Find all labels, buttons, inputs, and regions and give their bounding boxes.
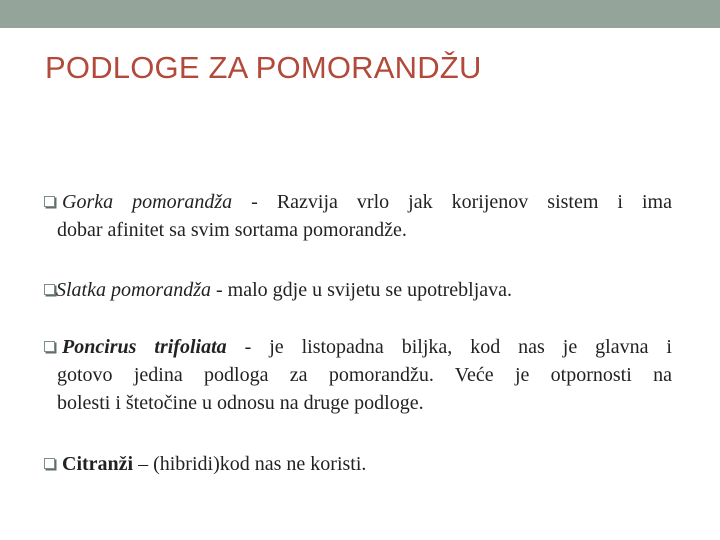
bullet-term: Gorka pomorandža bbox=[62, 191, 233, 213]
bullet-term: Poncirus trifoliata bbox=[62, 336, 227, 358]
top-accent-bar bbox=[0, 0, 720, 28]
bullet-slatka-pomorandza bbox=[44, 276, 672, 304]
square-bullet-icon bbox=[44, 341, 55, 352]
bullet-gorka-pomorandza bbox=[44, 188, 672, 244]
square-bullet-icon bbox=[44, 284, 55, 295]
bullet-text: - Razvija vrlo jak korijenov sistem i ima bbox=[232, 191, 672, 213]
bullet-line bbox=[44, 333, 672, 361]
bullet-line bbox=[44, 450, 672, 478]
bullet-poncirus-trifoliata bbox=[44, 333, 672, 417]
bullet-text: dobar afinitet sa svim sortama pomorandže. bbox=[57, 219, 407, 241]
bullet-term: Citranži bbox=[62, 453, 134, 475]
bullet-text: - je listopadna biljka, kod nas je glavna i bbox=[226, 336, 672, 358]
bullet-text: gotovo jedina podloga za pomorandžu. Veće je otpornosti na bbox=[57, 364, 672, 386]
bullet-text: - malo gdje u svijetu se upotrebljava. bbox=[211, 279, 513, 301]
slide-title: PODLOGE ZA POMORANDŽU bbox=[45, 50, 482, 85]
bullet-line bbox=[44, 188, 672, 216]
square-bullet-icon bbox=[44, 458, 55, 469]
bullet-text: bolesti i štetočine u odnosu na druge podloge. bbox=[57, 392, 424, 414]
square-bullet-icon bbox=[44, 196, 55, 207]
bullet-citranzi bbox=[44, 450, 672, 478]
bullet-line bbox=[44, 276, 672, 304]
bullet-text: – (hibridi)kod nas ne koristi. bbox=[133, 453, 367, 475]
bullet-term: Slatka pomorandža bbox=[56, 279, 211, 301]
